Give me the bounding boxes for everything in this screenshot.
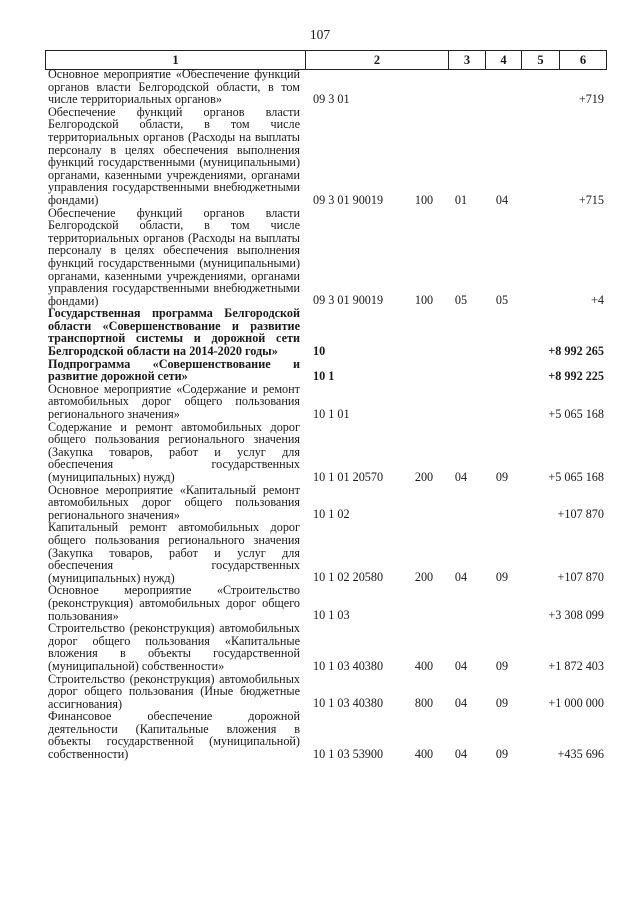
header-col-5: 5	[521, 51, 559, 69]
row-name: Основное мероприятие «Обеспечение функций органов власти Белгородской области, в том числе территориальных органов»	[48, 67, 300, 107]
row-name: Строительство (реконструкция) автомобильных дорог общего пользования (Иные бюджетные ассигнования)	[48, 671, 300, 711]
row-target-code: 10 1 01 20570	[313, 469, 384, 484]
table-body	[45, 68, 607, 761]
table-row	[45, 207, 607, 308]
table-row	[45, 383, 607, 421]
table-row	[45, 68, 607, 106]
table-row	[45, 307, 607, 357]
row-target-code: 09 3 01 90019	[313, 192, 384, 207]
row-amount: +3 308 099	[548, 608, 604, 623]
row-amount: +1 000 000	[548, 696, 604, 711]
row-section: 04	[454, 570, 468, 585]
row-expense-type: 200	[414, 469, 434, 484]
row-subsection: 09	[495, 696, 509, 711]
row-amount: +5 065 168	[548, 469, 604, 484]
row-name: Основное мероприятие «Капитальный ремонт автомобильных дорог общего пользования регионального значения»	[48, 482, 300, 522]
row-name: Строительство (реконструкция) автомобильных дорог общего пользования «Капитальные вложения в объекты государственной (муниципальной) собственности»	[48, 621, 300, 673]
row-name: Обеспечение функций органов власти Белгородской области, в том числе территориальных органов (Расходы на выплаты персоналу в целях обеспечения выполнения функций государственными (муниципальными) органами, казенными учреждениями, органами управления государственными внебюджетными фондами)	[48, 205, 300, 308]
row-section: 04	[454, 746, 468, 761]
row-amount: +1 872 403	[548, 658, 604, 673]
row-name: Основное мероприятие «Строительство (реконструкция) автомобильных дорог общего пользования»	[48, 583, 300, 623]
row-target-code: 09 3 01	[313, 91, 350, 106]
row-name: Основное мероприятие «Содержание и ремонт автомобильных дорог общего пользования регионального значения»	[48, 381, 300, 422]
row-amount: +5 065 168	[548, 406, 604, 421]
row-expense-type: 100	[414, 192, 434, 207]
table-row	[45, 673, 607, 711]
row-subsection: 09	[495, 469, 509, 484]
row-amount: +8 992 265	[548, 343, 604, 358]
row-subsection: 09	[495, 746, 509, 761]
table-row	[45, 106, 607, 207]
table-row	[45, 421, 607, 484]
row-target-code: 10 1 02 20580	[313, 570, 384, 585]
row-amount: +435 696	[557, 746, 604, 761]
table-row	[45, 521, 607, 584]
row-expense-type: 400	[414, 658, 434, 673]
table-row	[45, 584, 607, 622]
table-row	[45, 622, 607, 672]
row-amount: +719	[578, 91, 604, 106]
row-target-code: 10 1 03 53900	[313, 746, 384, 761]
row-target-code: 10 1 03	[313, 608, 350, 623]
row-target-code: 09 3 01 90019	[313, 293, 384, 308]
row-subsection: 09	[495, 658, 509, 673]
row-expense-type: 100	[414, 293, 434, 308]
header-col-4: 4	[485, 51, 521, 69]
row-section: 04	[454, 469, 468, 484]
row-amount: +107 870	[557, 570, 604, 585]
table-row	[45, 710, 607, 760]
row-expense-type: 400	[414, 746, 434, 761]
table-row	[45, 484, 607, 522]
row-amount: +107 870	[557, 507, 604, 522]
row-expense-type: 200	[414, 570, 434, 585]
row-expense-type: 800	[414, 696, 434, 711]
row-name: Подпрограмма «Совершенствование и развитие дорожной сети»	[48, 356, 300, 384]
row-amount: +4	[591, 293, 604, 308]
header-col-2: 2	[305, 51, 448, 69]
page-number: 107	[309, 27, 331, 42]
row-section: 05	[454, 293, 468, 308]
row-amount: +715	[578, 192, 604, 207]
row-section: 01	[454, 192, 468, 207]
row-target-code: 10 1 03 40380	[313, 696, 384, 711]
header-col-1: 1	[45, 51, 305, 69]
row-amount: +8 992 225	[548, 368, 604, 383]
row-name: Финансовое обеспечение дорожной деятельности (Капитальные вложения в объекты государственной (муниципальной) собственности)	[48, 709, 300, 762]
table-row	[45, 358, 607, 383]
row-subsection: 05	[495, 293, 509, 308]
header-col-3: 3	[448, 51, 485, 69]
row-target-code: 10 1 01	[313, 406, 350, 421]
row-section: 04	[454, 658, 468, 673]
budget-table	[45, 50, 607, 762]
row-target-code: 10	[313, 343, 326, 358]
row-name: Содержание и ремонт автомобильных дорог общего пользования регионального значения (Закупка товаров, работ и услуг для обеспечения государственных (муниципальных) нужд)	[48, 419, 300, 484]
row-name: Государственная программа Белгородской области «Совершенствование и развитие транспортной системы и дорожной сети Белгородской области на 2014-2020 годы»	[48, 306, 300, 359]
row-target-code: 10 1 03 40380	[313, 658, 384, 673]
row-subsection: 04	[495, 192, 509, 207]
row-target-code: 10 1	[313, 368, 335, 383]
row-subsection: 09	[495, 570, 509, 585]
row-target-code: 10 1 02	[313, 507, 350, 522]
header-col-6: 6	[559, 51, 607, 69]
row-name: Капитальный ремонт автомобильных дорог общего пользования регионального значения (Закупка товаров, работ и услуг для обеспечения государственных (муниципальных) нужд)	[48, 520, 300, 585]
row-name: Обеспечение функций органов власти Белгородской области, в том числе территориальных органов (Расходы на выплаты персоналу в целях обеспечения выполнения функций государственными (муниципальными) органами, казенными учреждениями, органами управления государственными внебюджетными фондами)	[48, 104, 300, 207]
row-section: 04	[454, 696, 468, 711]
